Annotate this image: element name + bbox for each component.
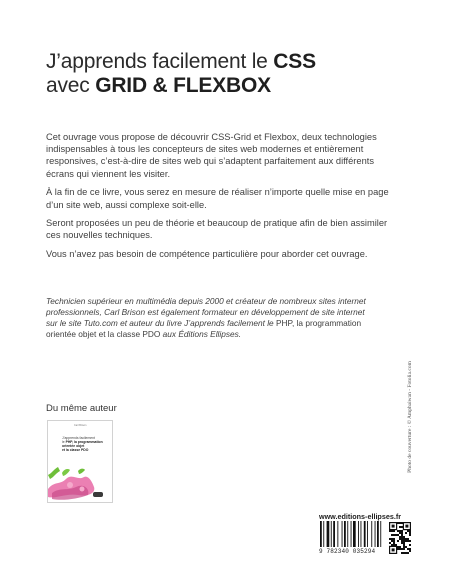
same-author-heading: Du même auteur [46, 403, 117, 414]
description-paragraph: Vous n’avez pas besoin de compétence particulière pour aborder cet ouvrage. [46, 249, 368, 260]
title-keyword-grid-flexbox: GRID & FLEXBOX [95, 74, 271, 97]
isbn-number: 9 782340 035294 [319, 548, 376, 555]
publisher-website: www.editions-ellipses.fr [319, 512, 402, 521]
publisher-logo [93, 492, 103, 497]
qr-code [389, 521, 411, 555]
author-bio: Technicien supérieur en multimédia depuis 2000 et créateur de nombreux sites internet professionnels, Carl Brison est également formateur en développement de site internet sur le site Tuto.com et auteur du livre J’apprends facilement le PHP, la programmation orientée objet et la classe PDO aux Éditions Ellipses. [46, 296, 366, 339]
cover-illustration [48, 467, 112, 502]
title-keyword-css: CSS [273, 50, 316, 73]
book-title [46, 50, 376, 98]
book-description [46, 131, 391, 267]
description-paragraph: Seront proposées un peu de théorie et beaucoup de pratique afin de bien assimiler ces nouvelles techniques. [46, 218, 388, 241]
title-line-2: avec GRID & FLEXBOX [46, 74, 271, 97]
cover-author: Carl Brison [74, 424, 87, 427]
title-line-1: J’apprends facilement le CSS [46, 50, 316, 73]
description-paragraph: Cet ouvrage vous propose de découvrir CSS-Grid et Flexbox, deux technologies indispensables à tous les concepteurs de sites web modernes et entièrement responsives, c’est-à-dire de sites web qui s’adaptent parfaitement aux différents écrans qui viennent les visiter. [46, 132, 377, 179]
other-book-cover [47, 420, 113, 503]
cover-title: J’apprends facilement le PHP, la programmation orientée objet et la classe PDO [62, 436, 103, 453]
description-paragraph: À la fin de ce livre, vous serez en mesure de réaliser n’importe quelle mise en page d’un site web, aussi complexe soit-elle. [46, 187, 389, 210]
photo-credit: Photo de couverture : © Amphaiwan - Fotolia.com [407, 361, 413, 473]
isbn-barcode [319, 521, 385, 547]
